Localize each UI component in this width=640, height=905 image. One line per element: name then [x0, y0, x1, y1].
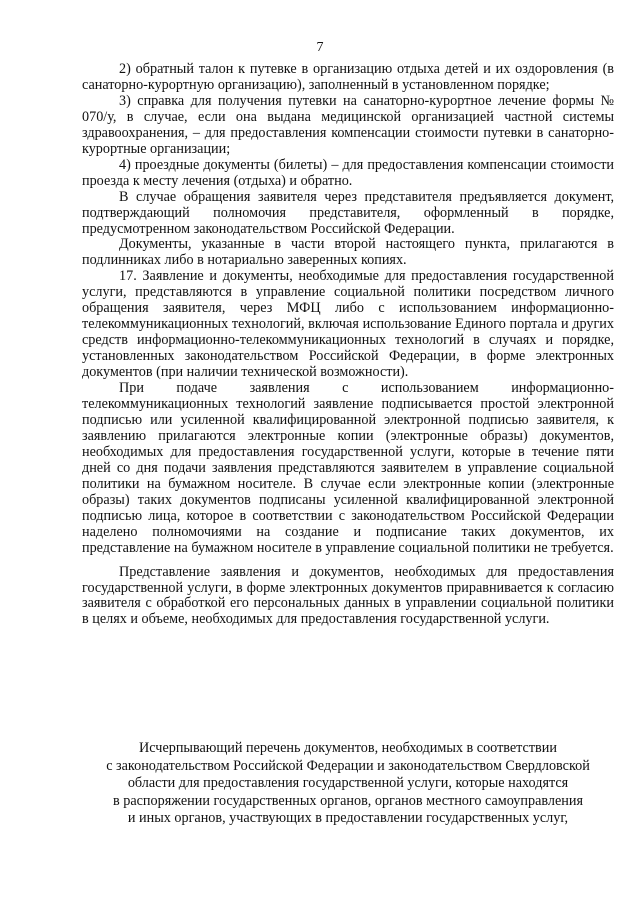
- paragraph-item-3: 3) справка для получения путевки на санаторно-курортное лечение формы № 070/у, в случае, если она выдана медицинской организацией частной системы здравоохранения, – для предоставления компенсации стоимости путевки в санаторно-курортные организации;: [82, 92, 614, 157]
- section-heading: [70, 740, 626, 828]
- heading-line: с законодательством Российской Федерации и законодательством Свердловской: [106, 757, 590, 774]
- heading-line: и иных органов, участвующих в предоставлении государственных услуг,: [127, 810, 569, 826]
- heading-line: области для предоставления государственной услуги, которые находятся: [127, 775, 569, 791]
- paragraph-originals: Документы, указанные в части второй настоящего пункта, прилагаются в подлинниках либо в нотариально заверенных копиях.: [82, 236, 614, 269]
- page-number: 7: [316, 40, 324, 55]
- paragraph-representative: В случае обращения заявителя через представителя предъявляется документ, подтверждающий полномочия представителя, оформленный в порядке, предусмотренном законодательством Российской Федерации.: [82, 188, 614, 237]
- paragraph-item-4: 4) проездные документы (билеты) – для предоставления компенсации стоимости проезда к месту лечения (отдыха) и обратно.: [82, 156, 614, 189]
- heading-line: Исчерпывающий перечень документов, необходимых в соответствии: [139, 740, 557, 756]
- paragraph-item-2: 2) обратный талон к путевке в организацию отдыха детей и их оздоровления (в санаторно-курортную организацию), заполненный в установленном порядке;: [82, 61, 614, 93]
- paragraph-electronic-submission: При подаче заявления с использованием информационно-телекоммуникационных технологий заявление подписывается простой электронной подписью или усиленной квалифицированной электронной подписью заявителя, к заявлению прилагаются электронные копии (электронные образы) документов, необходимых для предоставления государственной услуги, которые в течение пяти дней со дня подачи заявления представляются заявителем в управление социальной политики на бумажном носителе. В случае если электронные копии (электронные образы) таких документов подписаны усиленной квалифицированной электронной подписью лица, которое в соответствии с законодательством Российской Федерации наделено полномочиями на создание и подписание таких документов, их представление на бумажном носителе в управление социальной политики не требуется.: [82, 380, 614, 556]
- paragraph-clause-17: 17. Заявление и документы, необходимые для предоставления государственной услуги, представляются в управление социальной политики посредством личного обращения заявителя, через МФЦ либо с использованием информационно-телекоммуникационных технологий, включая использование Единого портала и других средств информационно-телекоммуникационных технологий в случаях и порядке, установленных законодательством Российской Федерации, в форме электронных документов (при наличии технической возможности).: [82, 268, 614, 381]
- heading-line: в распоряжении государственных органов, органов местного самоуправления: [113, 792, 583, 809]
- document-body: [82, 62, 614, 628]
- paragraph-consent: Представление заявления и документов, необходимых для предоставления государственной услуги, в форме электронных документов приравнивается к согласию заявителя с обработкой его персональных данных в управлении социальной политики в целях и объеме, необходимых для предоставления государственной услуги.: [82, 563, 614, 628]
